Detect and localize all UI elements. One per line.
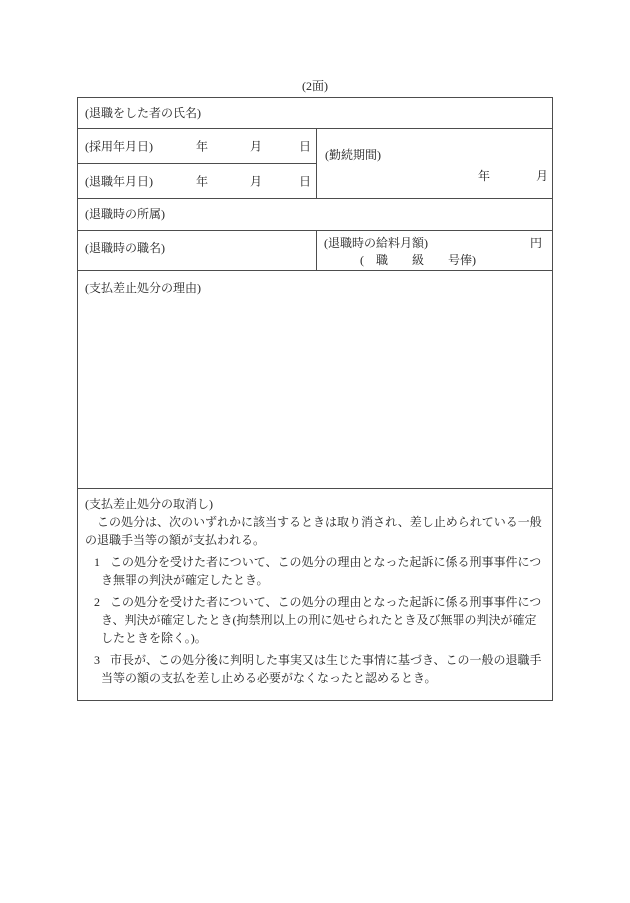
service-period-cell bbox=[316, 129, 552, 198]
salary-line bbox=[317, 235, 552, 252]
retiree-name-row bbox=[78, 98, 552, 129]
retire-date-label: (退職年月日) bbox=[85, 174, 153, 189]
affiliation-row bbox=[78, 199, 552, 231]
service-month-unit: 月 bbox=[535, 169, 548, 183]
item-2-text: この処分を受けた者について、この処分の理由となった起訴に係る刑事事件につき、判決が確定したとき(拘禁刑以上の刑に処せられたとき及び無罪の判決が確定したときを除く。)。 bbox=[101, 595, 542, 645]
cancellation-cell bbox=[78, 489, 552, 700]
cancellation-item-3 bbox=[85, 651, 543, 687]
dates-left-column bbox=[78, 129, 316, 198]
salary-grade-line: ( 職 級 号俸) bbox=[360, 253, 476, 267]
suspension-reason-cell bbox=[78, 271, 552, 489]
cancellation-intro: この処分は、次のいずれかに該当するときは取り消され、差し止められている一般の退職手当等の額が支払われる。 bbox=[85, 515, 542, 547]
salary-label: (退職時の給料月額) bbox=[324, 236, 428, 250]
service-period-label: (勤続期間) bbox=[325, 148, 381, 162]
hire-day-unit: 日 bbox=[299, 139, 312, 154]
position-label: (退職時の職名) bbox=[85, 241, 165, 255]
retiree-name-label: (退職をした者の氏名) bbox=[85, 106, 201, 120]
dates-row bbox=[78, 129, 552, 199]
form-table bbox=[77, 97, 553, 701]
retire-month-unit: 月 bbox=[250, 174, 263, 189]
affiliation-label: (退職時の所属) bbox=[85, 207, 165, 221]
salary-cell bbox=[316, 231, 552, 270]
position-cell bbox=[78, 231, 316, 270]
item-3-text: 市長が、この処分後に判明した事実又は生じた事情に基づき、この一般の退職手当等の額の支払を差し止める必要がなくなったと認めるとき。 bbox=[101, 653, 542, 685]
service-year-unit: 年 bbox=[478, 169, 491, 183]
cancellation-label: (支払差止処分の取消し) bbox=[85, 497, 213, 511]
item-3-number: 3 bbox=[94, 653, 100, 667]
cancellation-item-2 bbox=[85, 593, 543, 647]
hire-month-unit: 月 bbox=[250, 139, 263, 154]
item-1-text: この処分を受けた者について、この処分の理由となった起訴に係る刑事事件につき無罪の判決が確定したとき。 bbox=[101, 555, 542, 587]
hire-date-label: (採用年月日) bbox=[85, 139, 153, 154]
position-salary-row bbox=[78, 231, 552, 271]
hire-date-cell bbox=[78, 129, 316, 164]
cancellation-item-1 bbox=[85, 553, 543, 589]
retire-date-cell bbox=[78, 164, 316, 198]
hire-year-unit: 年 bbox=[196, 139, 209, 154]
item-2-number: 2 bbox=[94, 595, 100, 609]
item-1-number: 1 bbox=[94, 555, 100, 569]
salary-currency-unit: 円 bbox=[529, 236, 542, 250]
page-number-label: (2面) bbox=[302, 79, 328, 93]
retire-year-unit: 年 bbox=[196, 174, 209, 189]
retire-day-unit: 日 bbox=[299, 174, 312, 189]
suspension-reason-label: (支払差止処分の理由) bbox=[85, 281, 201, 295]
